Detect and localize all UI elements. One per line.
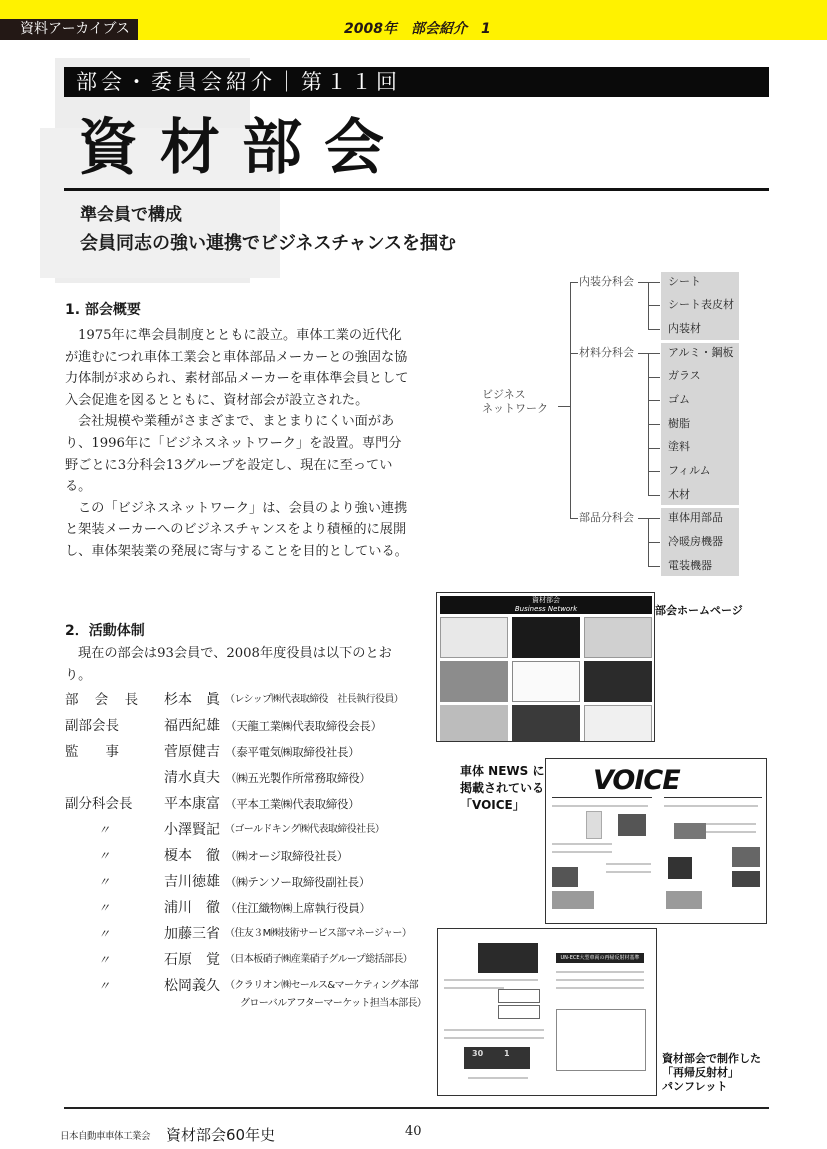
homepage-tile-dark [584, 661, 652, 702]
group-item: アルミ・鋼板 [668, 346, 734, 359]
voice-caption-line: 掲載されている [460, 781, 545, 795]
homepage-subtitle: Business Network [514, 605, 578, 613]
officer-name: 吉川徳雄 [164, 874, 220, 890]
officer-name: 平本康富 [164, 796, 220, 812]
group-item: シート [668, 275, 701, 288]
archive-tag: 資料アーカイブス [0, 19, 138, 40]
tree-connector [648, 424, 660, 425]
pamphlet-diagram [498, 989, 540, 1003]
officer-name: 福西紀雄 [164, 718, 220, 734]
group-label: 内装分科会 [579, 275, 634, 288]
newsletter-text [552, 805, 648, 807]
homepage-tile-photo [440, 705, 508, 742]
ditto-mark: 〃 [98, 901, 111, 915]
tree-connector [638, 353, 660, 354]
homepage-tile-gray [440, 661, 508, 702]
group-item: シート表皮材 [668, 298, 734, 311]
officer-name: 清水貞夫 [164, 770, 220, 786]
newsletter-text [606, 863, 651, 865]
overview-paragraph: 会社規模や業種がさまざまで、まとまりにくい面があり、1996年に「ビジネスネットワーク」を設置。専門分野ごとに3分科会13グループを設定し、現在に至っている。 [65, 414, 402, 495]
newsletter-rule [664, 797, 762, 798]
group-item: 内装材 [668, 322, 701, 335]
tree-root-label [482, 388, 548, 416]
officer-org: （日本板硝子㈱産業硝子グループ総括部長） [225, 954, 413, 965]
officer-org: （㈱五光製作所常務取締役） [225, 771, 371, 785]
officer-org: （㈱テンソー取締役副社長） [225, 875, 371, 889]
officer-org: （ゴールドキング㈱代表取締役社長） [225, 824, 385, 835]
tree-connector [648, 495, 660, 496]
footer-book-title: 資材部会60年史 [166, 1126, 276, 1144]
pamphlet-text [468, 1077, 528, 1079]
group-item: 冷暖房機器 [668, 535, 723, 548]
newsletter-photo [732, 847, 760, 867]
tree-connector [648, 377, 660, 378]
structure-intro: 現在の部会は93会員で、2008年度役員は以下のとおり。 [65, 646, 392, 683]
officer-name: 榎本 徹 [164, 848, 220, 864]
pamphlet-text [444, 1037, 544, 1039]
homepage-tile-truck [584, 705, 652, 742]
officer-role: 部 会 長 [65, 692, 145, 708]
tree-connector [638, 518, 660, 519]
newsletter-text [706, 831, 756, 833]
divider [64, 188, 769, 191]
officer-role: 監 事 [65, 744, 119, 760]
pamphlet-text [444, 1029, 544, 1031]
officer-name: 杉本 眞 [164, 692, 220, 708]
tree-connector [648, 566, 660, 567]
homepage-title: 資材部会 [532, 596, 560, 604]
page-number: 40 [405, 1124, 422, 1139]
homepage-tile-truck [584, 617, 652, 658]
ditto-mark: 〃 [98, 849, 111, 863]
voice-caption-line: 「VOICE」 [460, 798, 525, 812]
officer-name: 浦川 徹 [164, 900, 220, 916]
newsletter-photo [674, 823, 706, 839]
newsletter-rule [552, 797, 652, 798]
tree-connector [648, 542, 660, 543]
officer-org: （レシップ㈱代表取締役 社長執行役員） [225, 694, 404, 705]
officer-role: 副部会長 [65, 718, 119, 734]
newsletter-box [552, 891, 594, 909]
tree-connector [648, 471, 660, 472]
footer-organization: 日本自動車車体工業会 [60, 1131, 151, 1142]
officer-org: （住友３M㈱技術サービス部マネージャー） [225, 928, 412, 939]
group-item: 電装機器 [668, 559, 712, 572]
voice-logo: VOICE [593, 765, 680, 796]
section-heading-structure: 2．活動体制 [65, 623, 145, 639]
homepage-tile-dark [512, 705, 580, 742]
homepage-tile-truck [440, 617, 508, 658]
ditto-mark: 〃 [98, 979, 111, 993]
newsletter-text [606, 871, 651, 873]
group-item: 樹脂 [668, 417, 690, 430]
group-label: 材料分科会 [579, 346, 634, 359]
officer-role: 副分科会長 [65, 796, 133, 812]
overview-paragraph: この「ビジネスネットワーク」は、会員のより強い連携と架装メーカーへのビジネスチャンスをより積極的に展開し、車体架装業の発展に寄与することを目的としている。 [65, 500, 408, 559]
group-item: 木材 [668, 488, 690, 501]
officer-name: 石原 覚 [164, 952, 220, 968]
newsletter-box [666, 891, 702, 909]
voice-newsletter-image [545, 758, 767, 924]
tree-connector [648, 282, 649, 330]
subtitle-line-2: 会員同志の強い連携でビジネスチャンスを掴む [80, 233, 457, 254]
tree-root-line: ネットワーク [482, 402, 548, 415]
officer-org: （平本工業㈱代表取締役） [225, 797, 360, 811]
newsletter-photo [618, 814, 646, 836]
section-heading-overview: 1. 部会概要 [65, 302, 141, 318]
subtitle-line-1: 準会員で構成 [80, 205, 182, 225]
business-network-diagram [478, 270, 778, 580]
page-title: 資材部会 [78, 113, 406, 183]
group-label: 部品分科会 [579, 511, 634, 524]
homepage-screenshot [436, 592, 655, 742]
tree-connector [648, 448, 660, 449]
tree-connector [570, 353, 578, 354]
pamphlet-text [444, 987, 504, 989]
officer-org: （クラリオン㈱セールス&マーケティング本部 [225, 980, 418, 991]
pamphlet-photo [478, 943, 538, 973]
officer-org: （天龍工業㈱代表取締役会長） [225, 719, 382, 733]
pamphlet-image [437, 928, 657, 1096]
tree-connector [638, 282, 660, 283]
homepage-caption: 部会ホームページ [655, 604, 743, 617]
pamphlet-diagram [498, 1005, 540, 1019]
ditto-mark: 〃 [98, 953, 111, 967]
voice-caption-line: 車体 NEWS に [460, 764, 545, 778]
voice-caption [460, 763, 544, 814]
officer-org: グローバルアフターマーケット担当本部長） [240, 998, 427, 1009]
officer-name: 加藤三省 [164, 926, 220, 942]
newsletter-photo [586, 811, 602, 839]
tree-connector [570, 518, 578, 519]
ditto-mark: 〃 [98, 927, 111, 941]
homepage-tile-text [512, 661, 580, 702]
pamphlet-banner: UN-ECE大型車両の再帰反射材基準 [556, 953, 644, 963]
homepage-tile-dark [512, 617, 580, 658]
group-item: 車体用部品 [668, 511, 723, 524]
tree-connector [570, 282, 578, 283]
group-item: フィルム [668, 464, 711, 477]
pamphlet-text [444, 979, 538, 981]
tree-connector [648, 400, 660, 401]
pamphlet-photo [464, 1047, 530, 1069]
overview-paragraph: 1975年に準会員制度とともに設立。車体工業の近代化が進むにつれ車体工業会と車体部品メーカーとの強固な協力体制が求められ、素材部品メーカーを車体準会員として入会促進を図るとともに、資材部会が設立された。 [65, 328, 409, 408]
group-item: 塗料 [668, 440, 690, 453]
officer-org: （泰平電気㈱取締役社長） [225, 745, 360, 759]
series-label: 部会・委員会紹介｜第１１回 [64, 67, 769, 97]
tree-connector [570, 282, 571, 518]
pamphlet-caption [662, 1052, 761, 1094]
pamphlet-caption-line: 「再帰反射材」 [662, 1066, 739, 1079]
pamphlet-text [556, 971, 644, 973]
overview-body [65, 325, 410, 563]
newsletter-text [706, 823, 756, 825]
tree-connector [648, 329, 660, 330]
group-item: ゴム [668, 393, 690, 406]
officer-org: （㈱オージ取締役社長） [225, 849, 348, 863]
newsletter-photo [732, 871, 760, 887]
pamphlet-caption-line: パンフレット [662, 1080, 728, 1093]
group-item: ガラス [668, 369, 701, 382]
ditto-mark: 〃 [98, 823, 111, 837]
newsletter-text [552, 851, 612, 853]
officer-name: 小澤賢記 [164, 822, 220, 838]
newsletter-photo [668, 857, 692, 879]
tree-connector [558, 406, 570, 407]
officer-name: 菅原健吉 [164, 744, 220, 760]
pamphlet-caption-line: 資材部会で制作した [662, 1052, 761, 1065]
pamphlet-text [556, 987, 644, 989]
tree-root-line: ビジネス [482, 388, 526, 401]
newsletter-text [552, 843, 612, 845]
pamphlet-value: 1 [503, 1049, 510, 1058]
ditto-mark: 〃 [98, 875, 111, 889]
tree-connector [648, 305, 660, 306]
pamphlet-text [556, 979, 644, 981]
newsletter-text [664, 805, 758, 807]
band-title: 2008年 部会紹介 1 [344, 21, 491, 37]
homepage-header [440, 596, 652, 614]
footer-divider [64, 1107, 769, 1109]
officer-org: （住江織物㈱上席執行役員） [225, 901, 371, 915]
newsletter-photo [552, 867, 578, 887]
pamphlet-box [556, 1009, 646, 1071]
pamphlet-value: 30 [472, 1049, 484, 1058]
officer-name: 松岡義久 [164, 978, 220, 994]
